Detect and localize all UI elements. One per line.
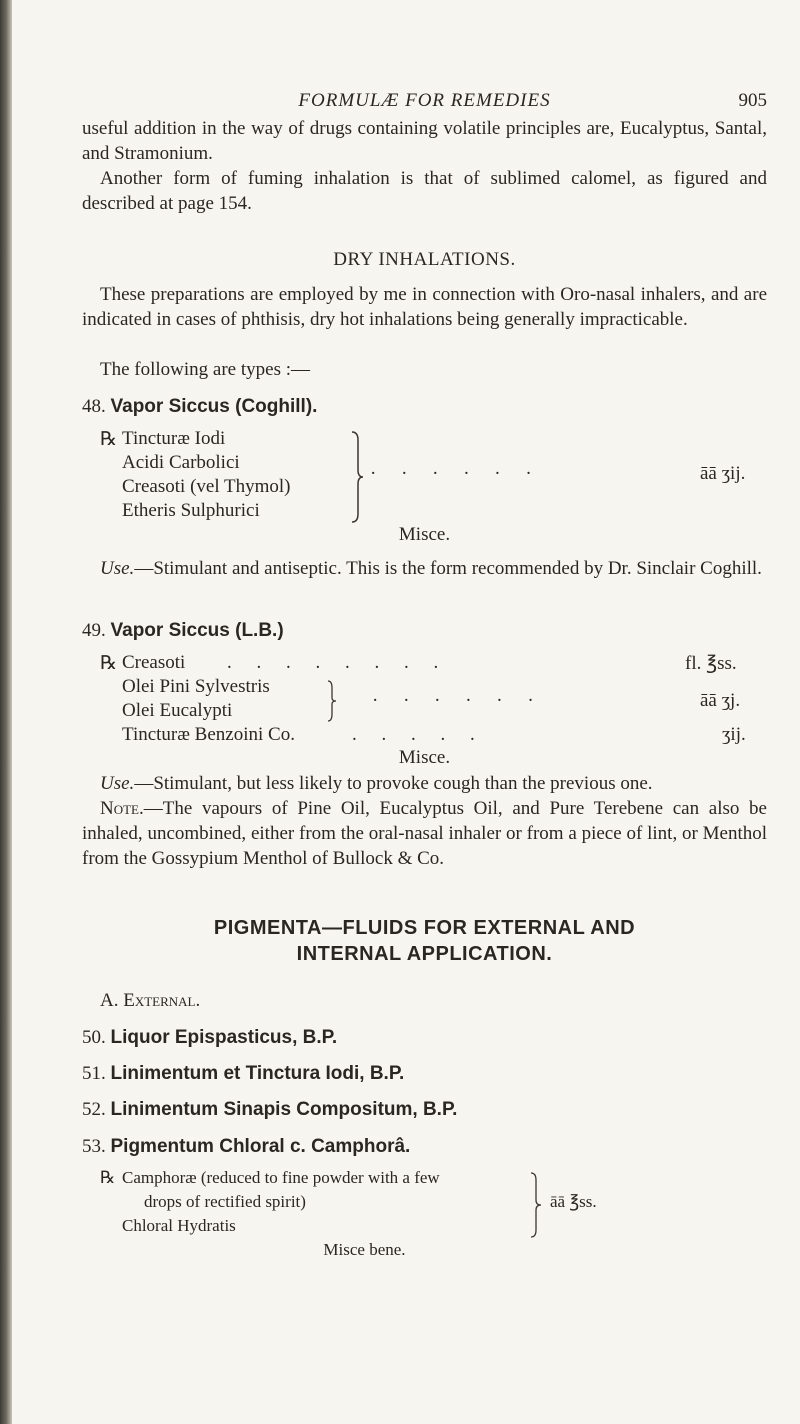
grouping-brace: [327, 680, 337, 722]
misce: Misce.: [398, 747, 451, 768]
leader-dots: . . . . . . . .: [227, 652, 449, 673]
formula-48-title: 48. Vapor Siccus (Coghill).: [82, 396, 318, 417]
formula-52-title: 52. Linimentum Sinapis Compositum, B.P.: [82, 1099, 458, 1120]
rx-symbol: ℞: [100, 653, 118, 674]
formula-49-use: Use.—Stimulant, but less likely to provoke cough than the previous one.: [100, 773, 653, 794]
intro-paragraph-1: useful addition in the way of drugs containing volatile principles are, Eucalyptus, Santal, and Stramonium.: [82, 118, 767, 164]
dose: āā ʒj.: [700, 690, 741, 711]
dose: fl. ℥ss.: [685, 653, 737, 674]
ingredient: Etheris Sulphurici: [122, 500, 260, 521]
rx-symbol: ℞: [100, 1168, 116, 1187]
misce: Misce.: [398, 524, 451, 545]
formula-49-note: Note.—The vapours of Pine Oil, Eucalyptus Oil, and Pure Terebene can also be inhaled, uncombined, either from the oral-nasal inhaler or from a piece of lint, or Menthol from the Gossypium Menthol of Bullock & Co.: [82, 798, 767, 869]
intro-paragraph-2: Another form of fuming inhalation is that of sublimed calomel, as figured and described at page 154.: [82, 168, 767, 214]
grouping-brace: [350, 430, 364, 524]
ingredient: Camphoræ (reduced to fine powder with a few: [122, 1168, 440, 1187]
formula-51-title: 51. Linimentum et Tinctura Iodi, B.P.: [82, 1063, 405, 1084]
running-title: FORMULÆ FOR REMEDIES: [298, 90, 551, 111]
ingredient: Creasoti (vel Thymol): [122, 476, 291, 497]
ingredient: Chloral Hydratis: [122, 1216, 236, 1235]
ingredient: Tincturæ Benzoini Co.: [122, 724, 295, 745]
subheading-external: A. External.: [100, 990, 201, 1011]
ingredient: Tincturæ Iodi: [122, 428, 226, 449]
section-heading-pigmenta-1: PIGMENTA—FLUIDS FOR EXTERNAL AND: [213, 917, 636, 939]
types-intro: The following are types :—: [100, 359, 311, 380]
formula-49-title: 49. Vapor Siccus (L.B.): [82, 620, 284, 641]
ingredient-continuation: drops of rectified spirit): [144, 1192, 306, 1211]
ingredient: Creasoti: [122, 652, 186, 673]
page-number: 905: [738, 90, 767, 111]
ingredient: Olei Pini Sylvestris: [122, 676, 270, 697]
section-heading-dry-inhalations: DRY INHALATIONS.: [333, 249, 516, 270]
dose: āā ʒij.: [700, 463, 746, 484]
leader-dots: . . . . .: [352, 724, 485, 745]
formula-50-title: 50. Liquor Epispasticus, B.P.: [82, 1027, 338, 1048]
dose: ʒij.: [722, 724, 746, 745]
misce-bene: Misce bene.: [323, 1240, 406, 1259]
formula-48-use: Use.—Stimulant and antiseptic. This is the form recommended by Dr. Sinclair Coghill.: [100, 558, 762, 579]
grouping-brace: [530, 1172, 542, 1238]
formula-53-title: 53. Pigmentum Chloral c. Camphorâ.: [82, 1136, 411, 1157]
ingredient: Olei Eucalypti: [122, 700, 233, 721]
dose: āā ℥ss.: [550, 1192, 597, 1211]
leader-dots: · · · · · ·: [372, 690, 544, 711]
dry-inhalations-paragraph: These preparations are employed by me in connection with Oro-nasal inhalers, and are indicated in cases of phthisis, dry hot inhalations being generally impracticable.: [82, 284, 767, 330]
section-heading-pigmenta-2: INTERNAL APPLICATION.: [296, 943, 553, 965]
leader-dots: · · · · · ·: [370, 463, 542, 484]
rx-symbol: ℞: [100, 429, 118, 450]
ingredient: Acidi Carbolici: [122, 452, 240, 473]
page-header: [82, 90, 767, 114]
book-binding-edge: [0, 0, 12, 1424]
